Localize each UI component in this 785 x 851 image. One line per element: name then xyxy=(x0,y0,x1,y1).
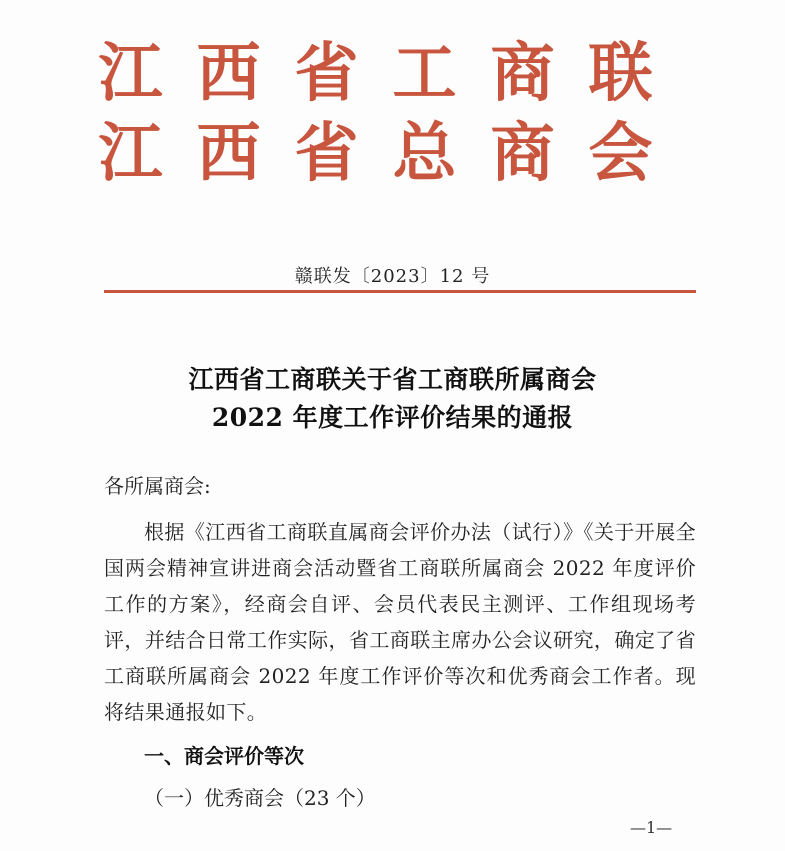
document-title-line-2: 2022 年度工作评价结果的通报 xyxy=(211,403,574,432)
document-title-line-1: 江西省工商联关于省工商联所属商会 xyxy=(188,365,597,394)
document-number: 赣联发〔2023〕12 号 xyxy=(294,266,491,287)
issuer-name-line-2: 江西省总商会 xyxy=(98,116,687,191)
salutation: 各所属商会: xyxy=(104,474,211,498)
issuer-name-line-1: 江西省工商联 xyxy=(98,36,687,111)
red-separator-line xyxy=(104,290,696,293)
page-number: —1— xyxy=(630,818,673,837)
subsection-heading: （一）优秀商会（23 个） xyxy=(144,786,376,810)
body-paragraph: 根据《江西省工商联直属商会评价办法（试行）》《关于开展全国两会精神宣讲进商会活动暨省工商联所属商会 2022 年度评价工作的方案》，经商会自评、会员代表民主测评、工作组现场考评，并结合日常工作实际，省工商联主席办公会议研究，确定了省工商联所属商会 2022 年度工作评价等次和优秀商会工作者。现将结果通报如下。 xyxy=(104,520,696,724)
section-heading: 一、商会评价等次 xyxy=(144,744,304,768)
